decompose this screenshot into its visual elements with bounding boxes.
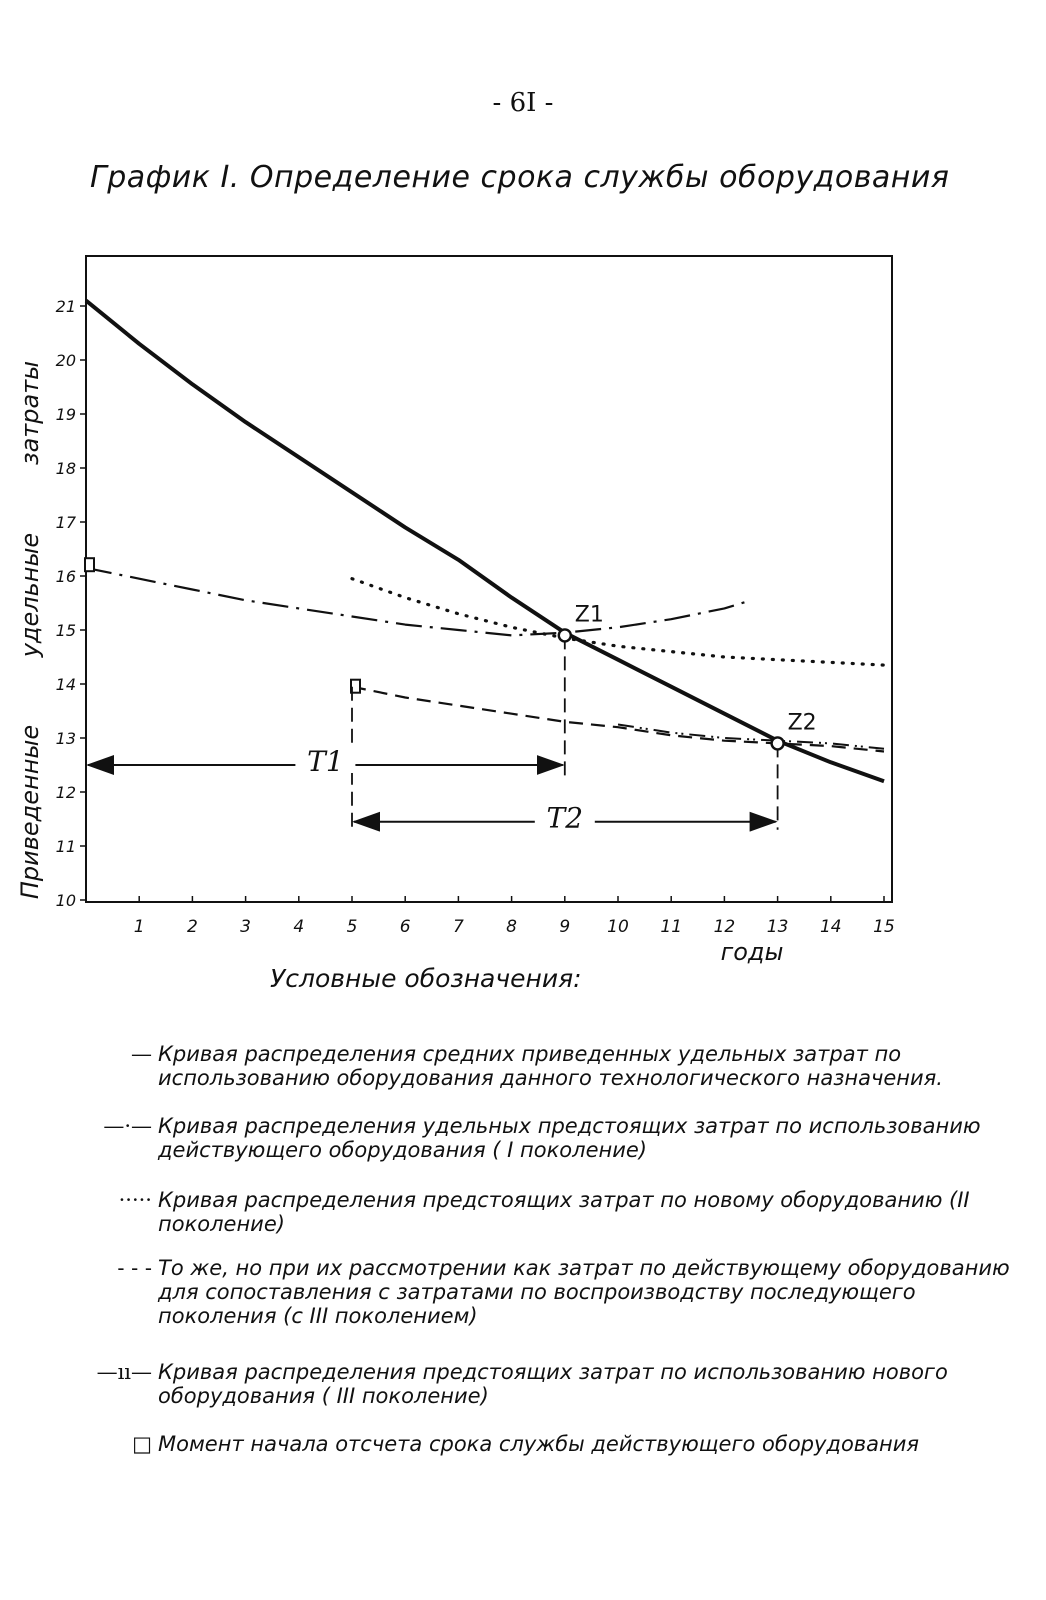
interval-label: T2 (546, 801, 584, 835)
x-tick-label: 5 (346, 917, 358, 937)
x-tick-label: 9 (559, 917, 571, 937)
legend-text: Момент начала отсчета срока службы действующего оборудования (158, 1432, 920, 1456)
x-tick-label: 1 (133, 917, 145, 937)
x-tick-label: 12 (713, 917, 736, 937)
point-label: Z1 (574, 602, 604, 628)
y-axis-label: Приведенные удельные затраты (16, 360, 44, 900)
x-tick-label: 11 (660, 917, 683, 937)
legend-symbol-dash-double-dot: —ıı— (96, 1360, 152, 1384)
x-tick-label: 13 (766, 917, 789, 937)
legend-item-average-costs (80, 1042, 1010, 1090)
x-tick-label: 7 (452, 917, 464, 937)
y-tick-label: 21 (55, 297, 76, 316)
x-tick-label: 10 (607, 917, 629, 937)
x-tick-label: 2 (186, 917, 198, 937)
legend-title: Условные обозначения: (270, 964, 582, 993)
legend-text: Кривая распределения предстоящих затрат по использованию нового оборудования ( III поколение) (158, 1360, 948, 1408)
x-tick-label: 4 (293, 917, 305, 937)
x-tick-label: 3 (240, 917, 252, 937)
y-tick-label: 19 (55, 405, 76, 424)
legend-symbol-solid: — (131, 1042, 152, 1066)
y-tick-label: 10 (55, 891, 76, 910)
start-marker (85, 558, 94, 571)
x-tick-label: 8 (506, 917, 518, 937)
legend-symbol-square: □ (132, 1432, 152, 1456)
y-tick-label: 16 (55, 567, 76, 586)
legend-text: Кривая распределения удельных предстоящих затрат по использованию действующего оборудования ( I поколение) (158, 1114, 981, 1162)
series-line-dotted (352, 579, 884, 665)
y-tick-label: 13 (55, 729, 76, 748)
legend-symbol-dotted: ····· (118, 1188, 152, 1212)
x-tick-label: 14 (819, 917, 842, 937)
legend-symbol-dash-dot: —·— (103, 1114, 152, 1138)
plot-frame (86, 256, 892, 902)
legend-item-new-equipment (80, 1188, 1010, 1236)
legend-item-start-moment (80, 1432, 1010, 1456)
legend-text: Кривая распределения средних приведенных удельных затрат по использованию оборудования данного технологического назначения. (158, 1042, 943, 1090)
intersection-point (559, 629, 571, 641)
legend-text: Кривая распределения предстоящих затрат по новому оборудованию (II поколение) (158, 1188, 970, 1236)
intersection-point (772, 737, 784, 749)
legend-item-current-equipment (80, 1114, 1010, 1162)
y-tick-label: 20 (55, 351, 76, 370)
y-tick-label: 15 (55, 621, 76, 640)
legend-symbol-dashed: - - - (117, 1256, 152, 1280)
y-tick-label: 11 (55, 837, 76, 856)
x-axis-label: годы (720, 938, 784, 966)
legend-item-third-generation (80, 1360, 1010, 1408)
y-tick-label: 12 (55, 783, 76, 802)
y-tick-label: 18 (55, 459, 76, 478)
x-tick-label: 6 (399, 917, 411, 937)
page-number: - 6I - (492, 88, 554, 118)
legend-item-same-as-current (80, 1256, 1010, 1328)
chart-title: График I. Определение срока службы оборудования (90, 160, 950, 195)
y-tick-label: 14 (55, 675, 76, 694)
legend-text: То же, но при их рассмотрении как затрат по действующему оборудованию для сопоставления с затратами по воспроизводству последующего поколения (с III поколением) (158, 1256, 1010, 1328)
point-label: Z2 (787, 710, 817, 736)
interval-label: T1 (307, 745, 344, 778)
x-tick-label: 15 (873, 917, 895, 937)
y-tick-label: 17 (55, 513, 76, 532)
